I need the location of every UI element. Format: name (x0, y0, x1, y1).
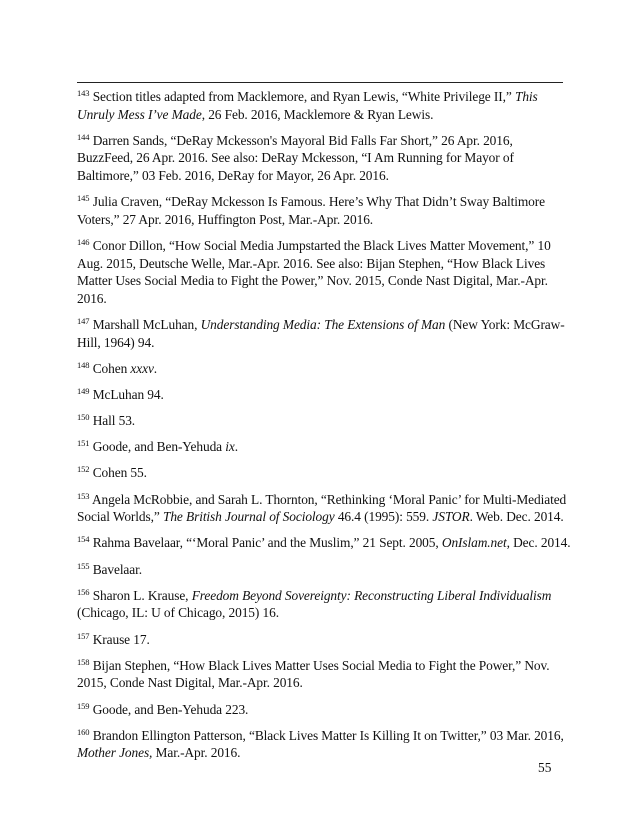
footnote (77, 386, 571, 404)
footnote-number: 155 (77, 560, 90, 571)
footnote (77, 657, 571, 692)
footnote-number: 158 (77, 656, 90, 667)
footnote-text: Angela McRobbie, and Sarah L. Thornton, “Rethinking ‘Moral Panic’ for Multi-Mediated Social Worlds,” The British Journal of Sociology 46.4 (1995): 559. JSTOR. Web. Dec. 2014. (77, 491, 567, 525)
footnote-number: 147 (77, 315, 90, 326)
footnote (77, 464, 571, 482)
footnote (77, 701, 571, 719)
footnote-number: 156 (77, 586, 90, 597)
footnote-number: 144 (77, 131, 90, 142)
footnote-number: 145 (77, 193, 90, 204)
footnotes-list (77, 88, 571, 771)
footnote-number: 154 (77, 534, 90, 545)
footnote (77, 412, 571, 430)
footnote-number: 151 (77, 438, 90, 449)
footnote-text: Darren Sands, “DeRay Mckesson's Mayoral Bid Falls Far Short,” 26 Apr. 2016, BuzzFeed, 26 Apr. 2016. See also: DeRay Mckesson, “I Am Running for Mayor of Baltimore,” 03 Feb. 2016, DeRay for Mayor, 26 Apr. 2016. (77, 132, 514, 183)
footnote-text: Krause 17. (92, 631, 150, 647)
footnote (77, 88, 571, 123)
footnote (77, 316, 571, 351)
footnote-text: Rahma Bavelaar, “‘Moral Panic’ and the Muslim,” 21 Sept. 2005, OnIslam.net, Dec. 2014. (92, 535, 571, 551)
footnote-text: Cohen 55. (92, 465, 147, 481)
footnote-text: Marshall McLuhan, Understanding Media: The Extensions of Man (New York: McGraw-Hill, 1964) 94. (77, 316, 565, 350)
footnote (77, 438, 571, 456)
footnote-number: 146 (77, 236, 90, 247)
footnote-number: 160 (77, 726, 90, 737)
footnote-number: 148 (77, 359, 90, 370)
footnote (77, 360, 571, 378)
footnote-text: Bavelaar. (92, 561, 142, 577)
footnote-text: Brandon Ellington Patterson, “Black Lives Matter Is Killing It on Twitter,” 03 Mar. 2016, Mother Jones, Mar.-Apr. 2016. (77, 727, 564, 761)
footnote (77, 237, 571, 307)
footnote-text: McLuhan 94. (92, 386, 164, 402)
footnote-separator-rule (77, 82, 563, 83)
footnote (77, 193, 571, 228)
footnote-text: Goode, and Ben-Yehuda 223. (92, 701, 249, 717)
footnote-number: 153 (77, 490, 90, 501)
footnote-number: 157 (77, 630, 90, 641)
footnote-text: Cohen xxxv. (92, 360, 158, 376)
footnote-number: 150 (77, 412, 90, 423)
footnote (77, 491, 571, 526)
footnote-number: 152 (77, 464, 90, 475)
footnote-text: Julia Craven, “DeRay Mckesson Is Famous. Here’s Why That Didn’t Sway Baltimore Voters,” 27 Apr. 2016, Huffington Post, Mar.-Apr. 2016. (77, 194, 545, 227)
footnote-number: 143 (77, 88, 90, 98)
footnote (77, 132, 571, 185)
footnote-text: Section titles adapted from Macklemore, and Ryan Lewis, “White Privilege II,” This Unruly Mess I’ve Made, 26 Feb. 2016, Macklemore & Ryan Lewis. (77, 89, 538, 122)
footnote-text: Bijan Stephen, “How Black Lives Matter Uses Social Media to Fight the Power,” Nov. 2015, Conde Nast Digital, Mar.-Apr. 2016. (77, 657, 550, 691)
footnote-text: Sharon L. Krause, Freedom Beyond Sovereignty: Reconstructing Liberal Individualism (Chicago, IL: U of Chicago, 2015) 16. (77, 587, 552, 621)
footnote (77, 631, 571, 649)
footnote-text: Conor Dillon, “How Social Media Jumpstarted the Black Lives Matter Movement,” 10 Aug. 2015, Deutsche Welle, Mar.-Apr. 2016. See also: Bijan Stephen, “How Black Lives Matter Uses Social Media to Fight the Power,” Nov. 2015, Conde Nast Digital, Mar.-Apr. 2016. (77, 237, 551, 306)
footnote-text: Hall 53. (92, 413, 136, 429)
footnote (77, 534, 571, 552)
footnote-number: 159 (77, 700, 90, 711)
footnote-number: 149 (77, 385, 90, 396)
page-number: 55 (538, 760, 552, 775)
footnote (77, 561, 571, 579)
footnote (77, 587, 571, 622)
footnote (77, 727, 571, 762)
footnote-text: Goode, and Ben-Yehuda ix. (92, 439, 238, 455)
